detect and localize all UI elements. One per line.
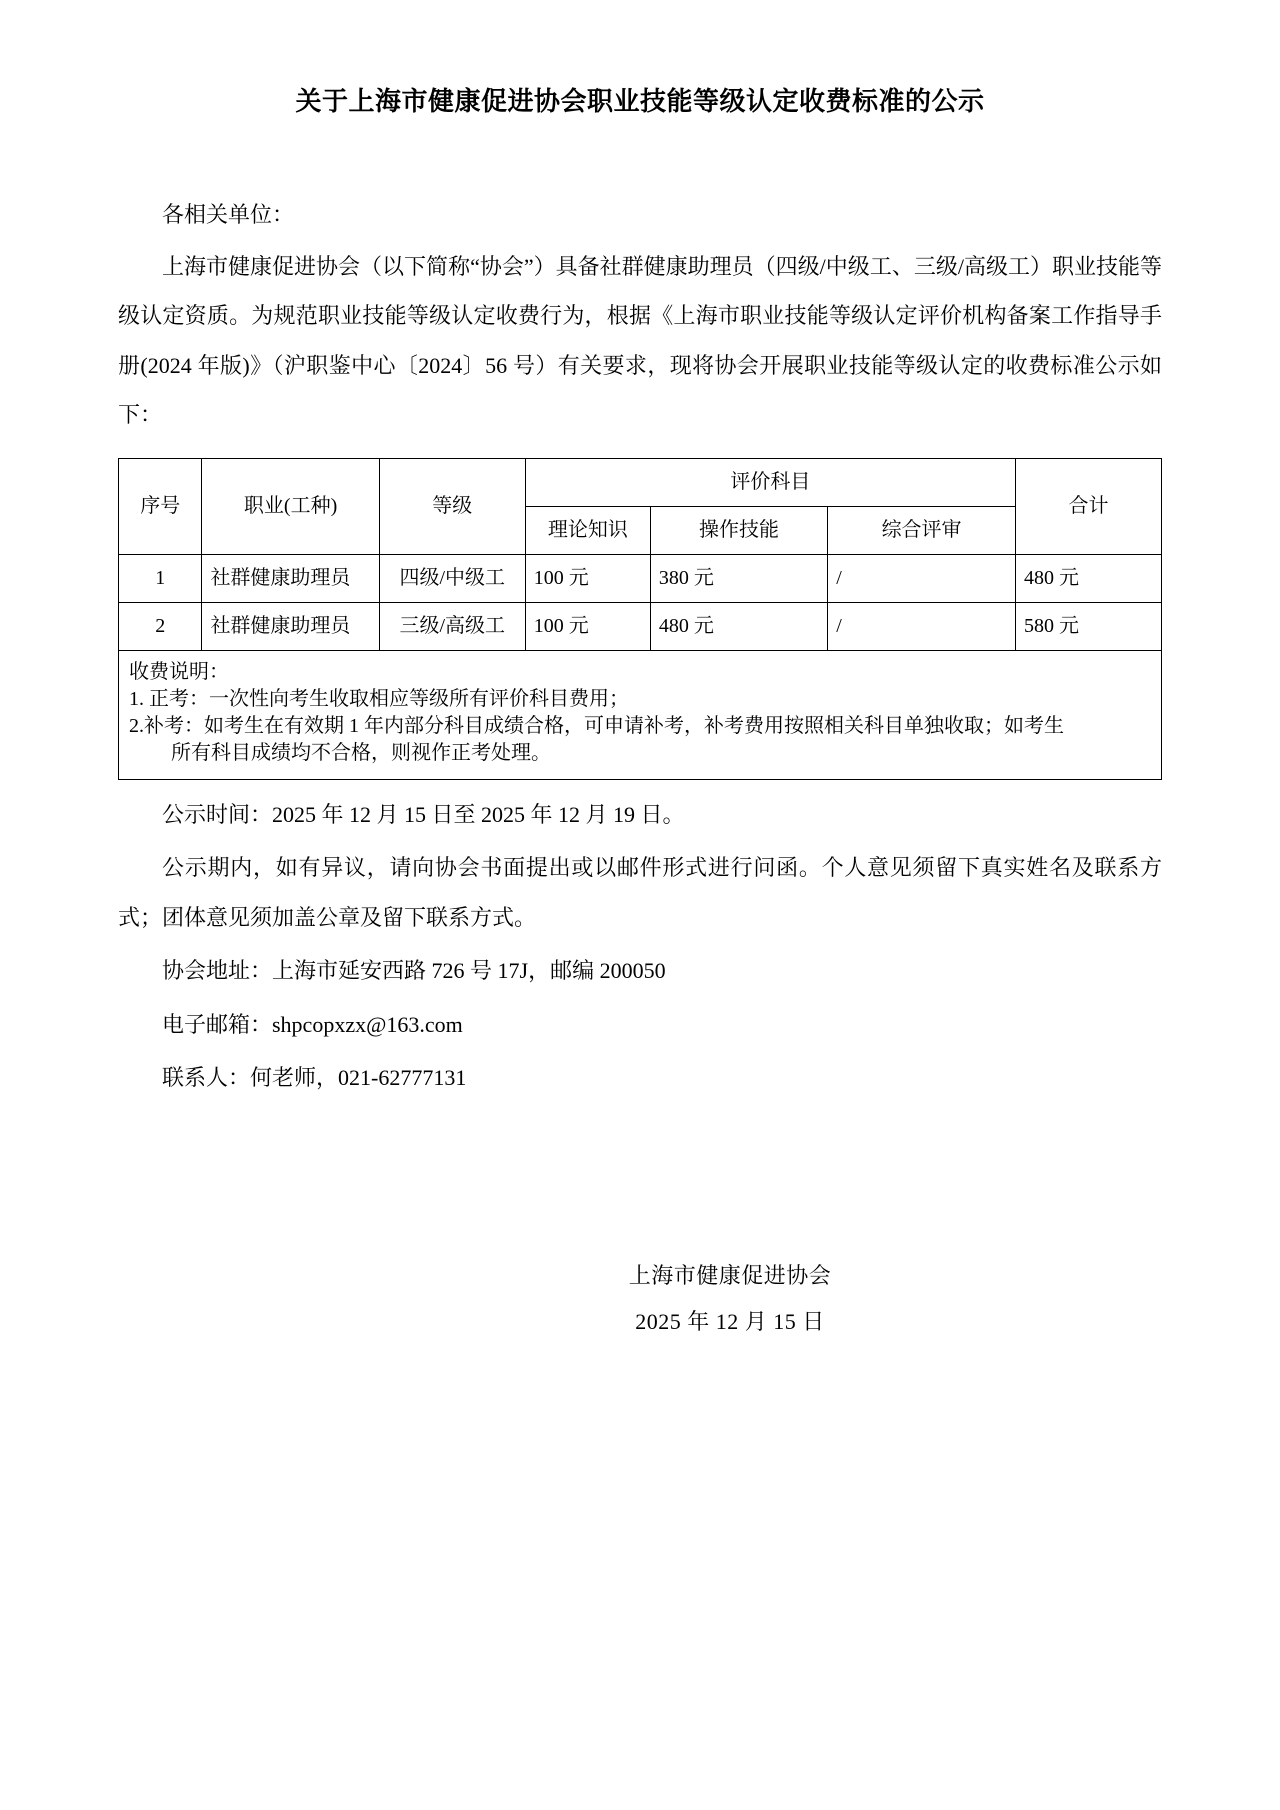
header-subjects-group: 评价科目: [525, 458, 1015, 506]
after-table-content: [118, 790, 1162, 1103]
cell-no: 2: [119, 602, 202, 650]
notes-line-2b: 所有科目成绩均不合格，则视作正考处理。: [171, 741, 551, 764]
association-email: 电子邮箱：shpcopxzx@163.com: [162, 1011, 463, 1037]
fee-standard-table: [118, 458, 1162, 780]
cell-job: 社群健康助理员: [202, 554, 379, 602]
cell-total: 480 元: [1015, 554, 1161, 602]
header-no: 序号: [119, 458, 202, 554]
header-practice: 操作技能: [650, 506, 827, 554]
signature-date: 2025 年 12 月 15 日: [635, 1309, 825, 1335]
cell-theory: 100 元: [525, 602, 650, 650]
fee-table-wrapper: [118, 458, 1162, 780]
objection-paragraph: 公示期内，如有异议，请向协会书面提出或以邮件形式进行问函。个人意见须留下真实姓名及联系方式；团体意见须加盖公章及留下联系方式。: [118, 855, 1162, 930]
document-body: [118, 190, 1162, 1345]
association-contact: 联系人：何老师，021-62777131: [162, 1065, 467, 1091]
publicity-period: 公示时间：2025 年 12 月 15 日至 2025 年 12 月 19 日。: [162, 801, 685, 827]
table-notes-row: [119, 650, 1162, 779]
cell-practice: 380 元: [650, 554, 827, 602]
notes-line-1: 1. 正考：一次性向考生收取相应等级所有评价科目费用；: [129, 687, 629, 710]
header-total: 合计: [1015, 458, 1161, 554]
intro-paragraph: 上海市健康促进协会（以下简称“协会”）具备社群健康助理员（四级/中级工、三级/高级工）职业技能等级认定资质。为规范职业技能等级认定收费行为，根据《上海市职业技能等级认定评价机构备案工作指导手册(2024 年版)》（沪职鉴中心〔2024〕56 号）有关要求，现将协会开展职业技能等级认定的收费标准公示如下：: [118, 253, 1162, 428]
notes-title: 收费说明：: [129, 660, 229, 683]
cell-theory: 100 元: [525, 554, 650, 602]
notes-line-2: 2.补考：如考生在有效期 1 年内部分科目成绩合格，可申请补考，补考费用按照相关科目单独收取；如考生: [129, 714, 1064, 737]
header-comprehensive: 综合评审: [828, 506, 1016, 554]
salutation: 各相关单位：: [162, 202, 295, 228]
table-header-row-1: [119, 458, 1162, 506]
cell-job: 社群健康助理员: [202, 602, 379, 650]
cell-comprehensive: /: [828, 554, 1016, 602]
table-row: [119, 602, 1162, 650]
cell-practice: 480 元: [650, 602, 827, 650]
table-body: [119, 554, 1162, 779]
header-job: 职业(工种): [202, 458, 379, 554]
table-header: [119, 458, 1162, 554]
signature-block: [118, 1253, 1162, 1345]
signer-name: 上海市健康促进协会: [628, 1262, 832, 1288]
cell-comprehensive: /: [828, 602, 1016, 650]
association-address: 协会地址：上海市延安西路 726 号 17J，邮编 200050: [162, 958, 666, 984]
cell-no: 1: [119, 554, 202, 602]
cell-level: 四级/中级工: [379, 554, 525, 602]
header-theory: 理论知识: [525, 506, 650, 554]
cell-level: 三级/高级工: [379, 602, 525, 650]
table-row: [119, 554, 1162, 602]
cell-total: 580 元: [1015, 602, 1161, 650]
header-level: 等级: [379, 458, 525, 554]
page-title: 关于上海市健康促进协会职业技能等级认定收费标准的公示: [295, 87, 985, 116]
fee-notes: [119, 650, 1162, 779]
